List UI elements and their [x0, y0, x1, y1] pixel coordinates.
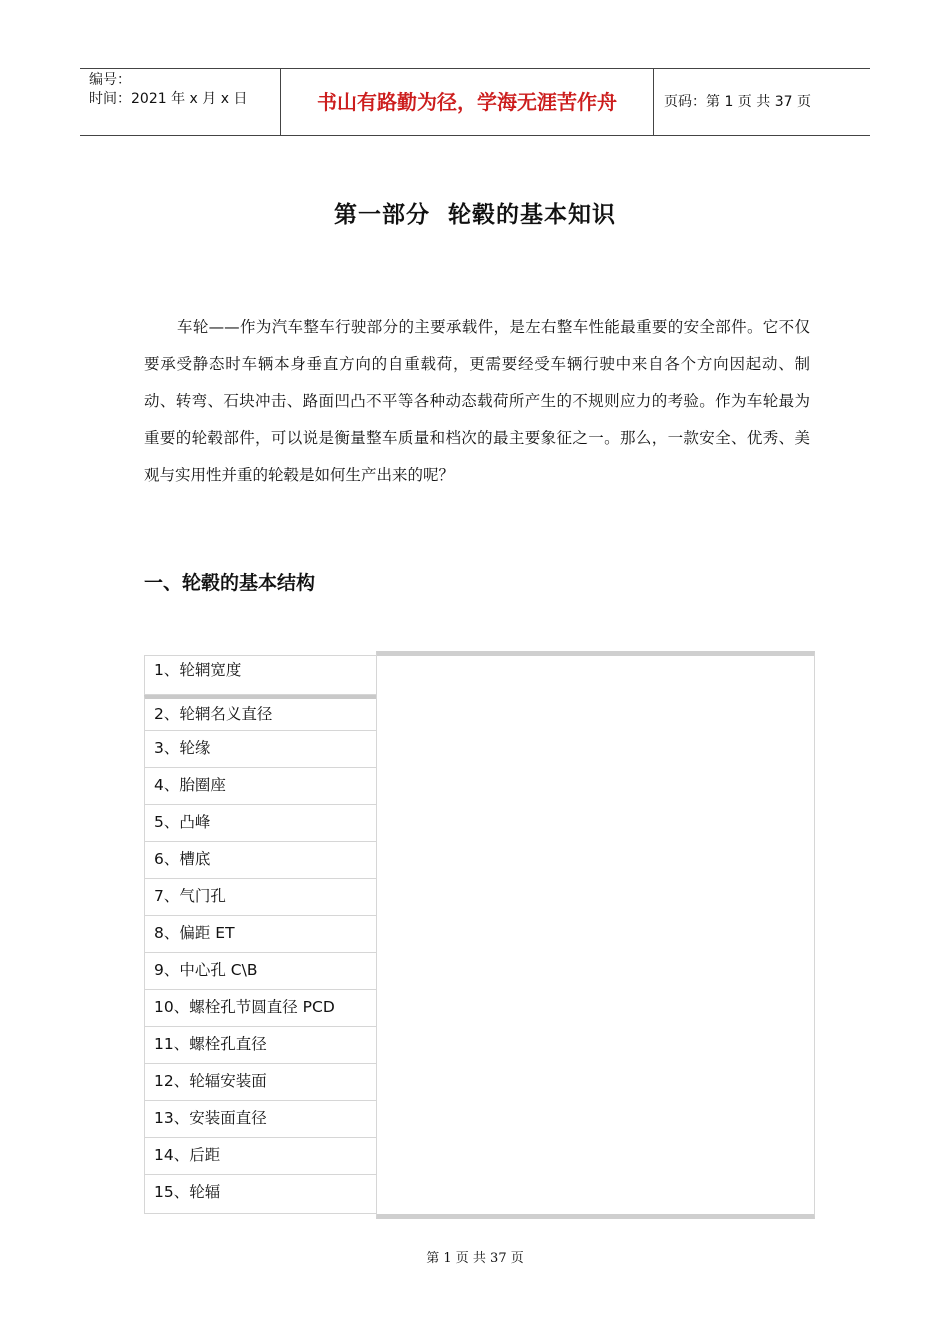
list-item: 13、安装面直径: [144, 1101, 376, 1138]
list-item: 3、轮缘: [144, 731, 376, 768]
section-heading: 一、轮毂的基本结构: [144, 572, 316, 594]
title-part: 第一部分: [334, 202, 430, 228]
document-number: 编号：: [89, 72, 131, 88]
list-item: 9、中心孔 C\B: [144, 953, 376, 990]
list-item: 11、螺栓孔直径: [144, 1027, 376, 1064]
wheel-diagram-placeholder: [376, 651, 815, 1219]
list-item: 4、胎圈座: [144, 768, 376, 805]
list-item: 6、槽底: [144, 842, 376, 879]
list-item: 12、轮辐安装面: [144, 1064, 376, 1101]
header-table: [80, 68, 870, 136]
parts-list: [144, 655, 376, 1214]
list-item: 2、轮辋名义直径: [144, 695, 376, 731]
page-footer: 第 1 页 共 37 页: [426, 1251, 524, 1266]
title-main: 轮毂的基本知识: [448, 202, 616, 228]
page-title: [0, 196, 950, 229]
document-date: 时间：2021 年 x 月 x 日: [89, 91, 248, 107]
list-item: 14、后距: [144, 1138, 376, 1175]
list-item: 5、凸峰: [144, 805, 376, 842]
header-motto: 书山有路勤为径，学海无涯苦作舟: [281, 69, 654, 135]
list-item: 7、气门孔: [144, 879, 376, 916]
list-item: 10、螺栓孔节圆直径 PCD: [144, 990, 376, 1027]
list-item: 8、偏距 ET: [144, 916, 376, 953]
list-item: 1、轮辋宽度: [144, 655, 376, 695]
header-meta-cell: [80, 69, 281, 135]
list-item: 15、轮辐: [144, 1175, 376, 1214]
intro-paragraph: 车轮——作为汽车整车行驶部分的主要承载件，是左右整车性能最重要的安全部件。它不仅要承受静态时车辆本身垂直方向的自重载荷，更需要经受车辆行驶中来自各个方向因起动、制动、转弯、石块冲击、路面凹凸不平等各种动态载荷所产生的不规则应力的考验。作为车轮最为重要的轮毂部件，可以说是衡量整车质量和档次的最主要象征之一。那么，一款安全、优秀、美观与实用性并重的轮毂是如何生产出来的呢？: [144, 318, 810, 484]
header-page-info: 页码：第 1 页 共 37 页: [664, 94, 811, 110]
